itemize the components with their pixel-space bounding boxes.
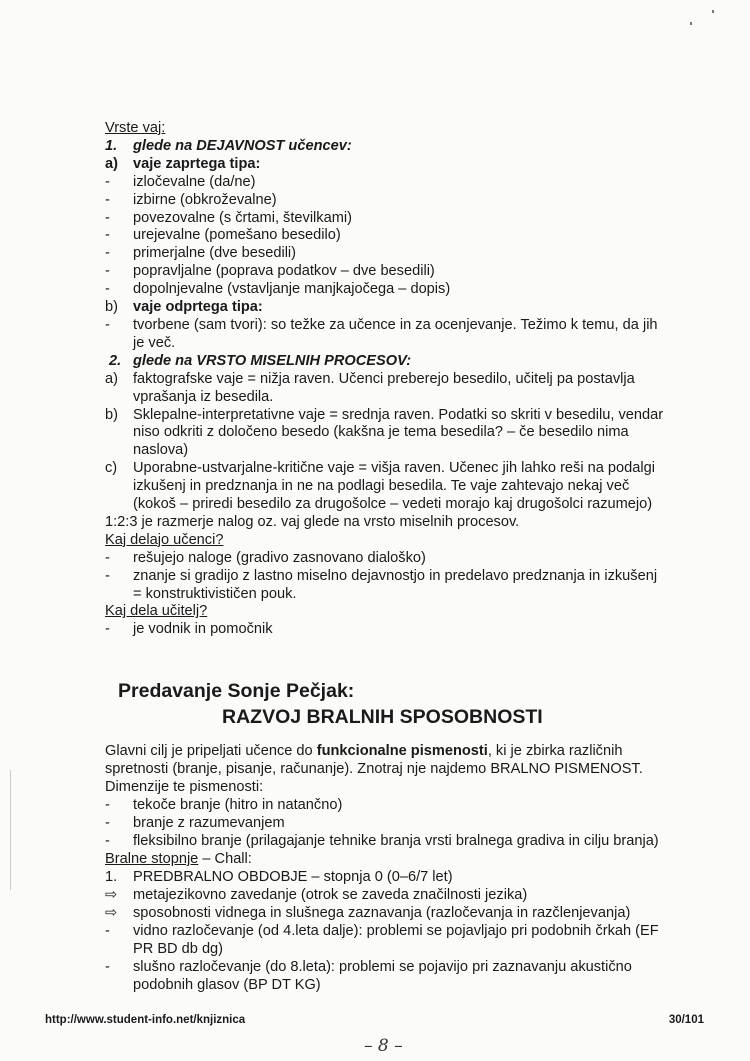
intro-bold: funkcionalne pismenosti	[316, 743, 488, 759]
arrow-icon: ⇨	[105, 887, 118, 903]
list-marker: -	[105, 173, 110, 190]
list-item-text: slušno razločevanje (do 8.leta): problemi se pojavijo pri zaznavanju akustično podobnih glasov (BP DT KG)	[133, 959, 632, 993]
list-marker: b)	[105, 299, 118, 316]
exercise-types-section	[105, 120, 665, 639]
list-item-text: znanje si gradijo z lastno miselno dejavnostjo in predelavo predznanja in izkušenj = konstruktivističen pouk.	[133, 567, 658, 602]
list-marker: -	[105, 549, 110, 566]
list-marker: a)	[105, 370, 118, 387]
list-marker: -	[105, 263, 110, 280]
stage-1	[105, 868, 665, 886]
list-marker: -	[105, 815, 110, 831]
group-1-heading	[105, 138, 665, 156]
intro-paragraph	[105, 742, 665, 796]
students-list	[105, 550, 665, 604]
list-item	[105, 796, 665, 814]
list-item	[105, 621, 665, 639]
list-item	[105, 174, 665, 192]
list-item-text: povezovalne (s črtami, številkami)	[133, 209, 352, 226]
intro-text: , ki je zbirka različnih spretnosti (branje, pisanje, računanje). Znotraj nje najdemo BRALNO PISMENOST. Dimenzije te pismenosti:	[105, 743, 643, 795]
list-item	[105, 210, 665, 228]
list-item	[105, 568, 665, 604]
students-heading: Kaj delajo učenci?	[105, 531, 224, 548]
list-item-text: urejevalne (pomešano besedilo)	[133, 227, 341, 244]
subheading: odprtega tipa:	[165, 299, 263, 316]
list-item-text: je vodnik in pomočnik	[133, 621, 273, 638]
teacher-heading: Kaj dela učitelj?	[105, 603, 208, 620]
list-marker: -	[105, 797, 110, 813]
subheading: vaje zaprtega tipa:	[133, 155, 261, 172]
list-item-text: fleksibilno branje (prilagajanje tehnike branja vrsti bralnega gradiva in cilju branja)	[133, 833, 659, 849]
list-item	[105, 263, 665, 281]
list-marker: 2.	[109, 352, 122, 369]
group-label: glede na DEJAVNOST učencev:	[133, 137, 352, 154]
dimensions-list	[105, 796, 665, 850]
closed-type-list	[105, 174, 665, 299]
list-marker: -	[105, 245, 110, 262]
list-item-text: faktografske vaje = nižja raven. Učenci preberejo besedilo, učitelj pa postavlja vprašanja iz besedila.	[133, 370, 635, 405]
section-heading: Vrste vaj:	[105, 120, 166, 136]
group-label: glede na VRSTO MISELNIH PROCESOV:	[133, 352, 412, 369]
scan-speck	[712, 10, 714, 13]
list-item	[105, 192, 665, 210]
list-marker: -	[105, 281, 110, 298]
list-item	[105, 922, 665, 958]
list-item	[105, 227, 665, 245]
list-item	[105, 460, 665, 514]
list-marker: -	[105, 923, 110, 939]
list-item	[105, 407, 665, 461]
list-item-text: tekoče branje (hitro in natančno)	[133, 797, 343, 813]
list-item-text: sposobnosti vidnega in slušnega zaznavanja (razločevanja in razčlenjevanja)	[133, 905, 631, 921]
list-marker: -	[105, 567, 110, 584]
arrow-list	[105, 886, 665, 922]
list-marker: 1.	[105, 137, 118, 154]
list-item	[105, 886, 665, 904]
list-marker: -	[105, 191, 110, 208]
reading-section	[105, 742, 665, 994]
scan-speck	[690, 22, 692, 25]
list-item-text: Uporabne-ustvarjalne-kritične vaje = višja raven. Učenec jih lahko reši na podalgi izkušenj in predznanja in ne na podlagi besedila. Te vaje zahtevajo nekaj več (kokoš – priredi besedilo za drugošolce – vedeti morajo kaj drugošolci razumejo)	[133, 460, 655, 513]
list-item-text: branje z razumevanjem	[133, 815, 285, 831]
footer-url: http://www.student-info.net/knjiznica	[45, 1014, 246, 1026]
footer-page-number: 30/101	[668, 1014, 704, 1026]
list-item-text: izločevalne (da/ne)	[133, 173, 256, 190]
list-marker: a)	[105, 155, 118, 172]
lecture-title: Predavanje Sonje Pečjak:	[118, 680, 355, 702]
ratio-text: 1:2:3 je razmerje nalog oz. vaj glede na vrsto miselnih procesov.	[105, 513, 520, 530]
arrow-icon: ⇨	[105, 905, 118, 921]
teacher-list	[105, 621, 665, 639]
list-item	[105, 317, 665, 353]
list-item	[105, 371, 665, 407]
list-marker: c)	[105, 460, 118, 477]
dash-list	[105, 922, 665, 994]
list-marker: -	[105, 959, 110, 975]
list-marker: -	[105, 227, 110, 244]
list-item-text: metajezikovno zavedanje (otrok se zaveda značilnosti jezika)	[133, 887, 528, 903]
list-marker: -	[105, 833, 110, 849]
list-item-text: primerjalne (dve besedili)	[133, 245, 297, 262]
list-marker: b)	[105, 406, 118, 423]
list-item	[105, 245, 665, 263]
list-item	[105, 814, 665, 832]
list-marker: -	[105, 316, 110, 333]
list-item	[105, 958, 665, 994]
stage-text: PREDBRALNO OBDOBJE – stopnja 0 (0–6/7 let)	[133, 869, 453, 885]
stages-heading-line	[105, 850, 665, 868]
list-marker: -	[105, 621, 110, 638]
group-2-heading	[105, 353, 665, 371]
list-item	[105, 550, 665, 568]
closed-type-heading	[105, 156, 665, 174]
list-item	[105, 832, 665, 850]
list-item-text: izbirne (obkroževalne)	[133, 191, 277, 208]
list-marker: -	[105, 209, 110, 226]
list-item-text: popravljalne (poprava podatkov – dve besedili)	[133, 263, 435, 280]
list-marker: 1.	[105, 869, 118, 885]
list-item-text: dopolnjevalne (vstavljanje manjkajočega – dopis)	[133, 281, 451, 298]
lecture-subtitle: RAZVOJ BRALNIH SPOSOBNOSTI	[222, 706, 543, 728]
stages-heading: Bralne stopnje	[105, 851, 199, 867]
open-type-heading	[105, 299, 665, 317]
list-item-text: Sklepalne-interpretativne vaje = srednja raven. Podatki so skriti v besedilu, vendar niso odkriti z določeno besedo (kakšna je tema besedila? – če besedilo nima naslova)	[133, 406, 664, 459]
list-item	[105, 281, 665, 299]
list-item-text: tvorbene (sam tvori): so težke za učence in za ocenjevanje. Težimo k temu, da jih je več.	[133, 316, 658, 351]
open-type-list	[105, 317, 665, 353]
list-item-text: vidno razločevanje (od 4.leta dalje): problemi se pojavljajo pri podobnih črkah (EF PR BD db dg)	[133, 923, 659, 957]
intro-text: Glavni cilj je pripeljati učence do	[105, 743, 317, 759]
list-item-text: rešujejo naloge (gradivo zasnovano dialoško)	[133, 549, 426, 566]
stages-suffix: – Chall:	[198, 851, 252, 867]
list-item	[105, 904, 665, 922]
handwritten-page-number: – 8 –	[364, 1036, 403, 1056]
prefix: vaje	[133, 299, 166, 316]
mental-process-list	[105, 371, 665, 514]
scan-edge	[10, 770, 11, 890]
